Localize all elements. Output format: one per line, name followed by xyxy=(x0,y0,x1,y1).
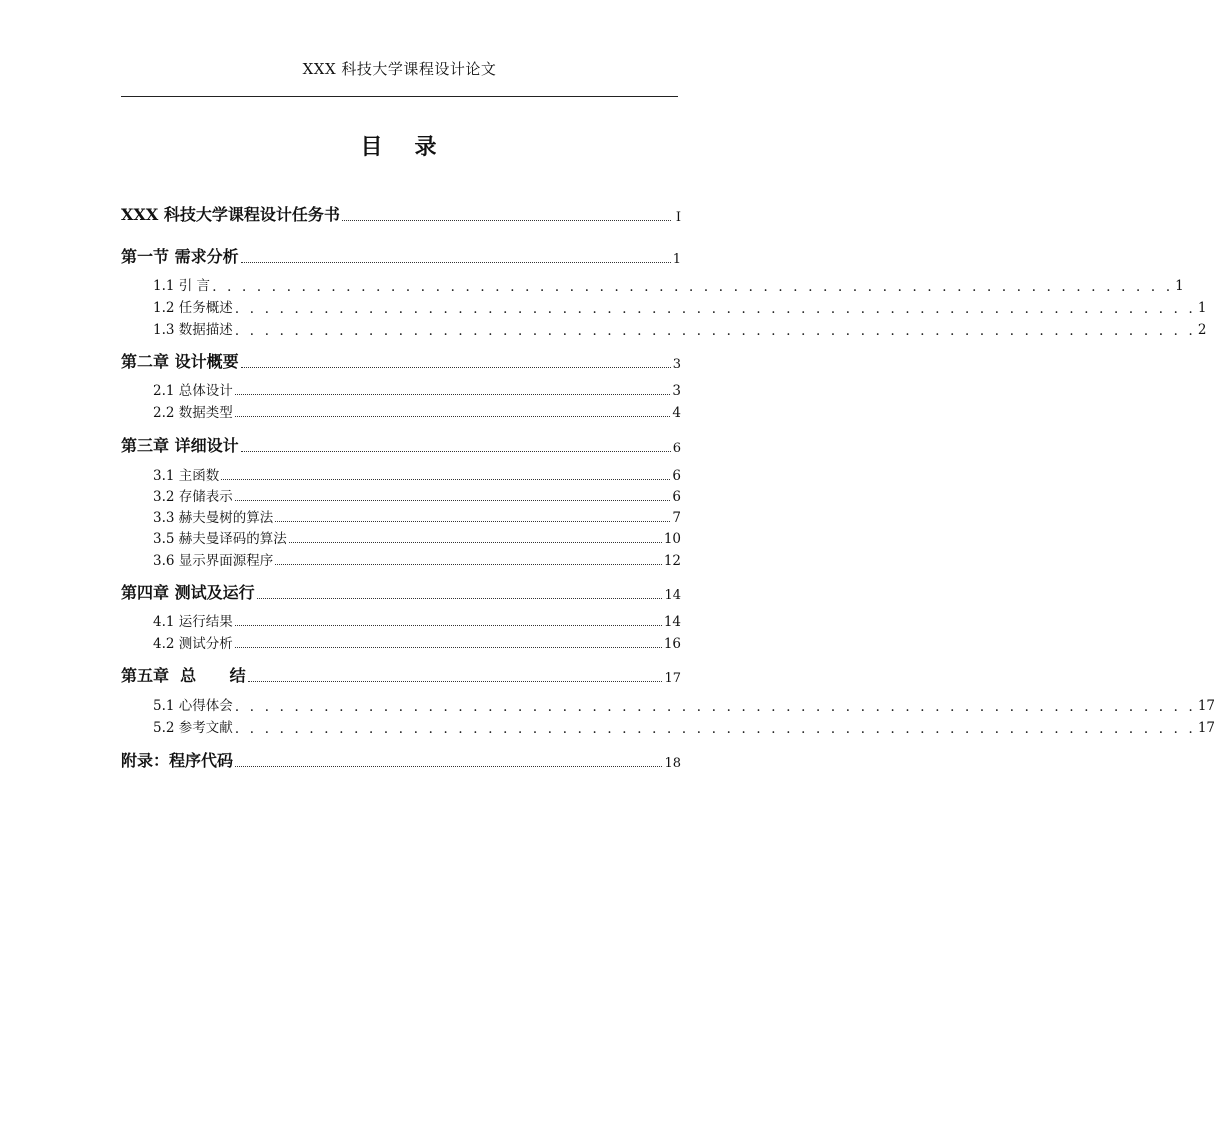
toc-title-part2: 录 xyxy=(414,134,439,160)
toc-entry-label: 第三章 详细设计 xyxy=(121,436,239,455)
toc-entry-label: 5.1 心得体会 xyxy=(153,698,233,714)
dot-leader xyxy=(235,416,671,417)
toc-entry-label: 第五章 总 结 xyxy=(121,666,246,685)
toc-entry-section-3-6[interactable] xyxy=(153,551,681,569)
toc-entry-page: 14 xyxy=(663,614,681,630)
toc-entry-section-1-3[interactable] xyxy=(153,320,1207,339)
toc-entry-page: 16 xyxy=(663,636,681,652)
toc-entry-page: 18 xyxy=(664,756,681,771)
toc-entry-page: 3 xyxy=(672,357,681,372)
toc-entry-section-3-3[interactable] xyxy=(153,508,681,526)
toc-entry-section-5-1[interactable] xyxy=(153,696,1215,715)
dot-leader: . . . . . . . . . . . . . . . . . . . . . . . . . . . . . . . . . . . . . . . . . . . . . . . . . . . . . . . . . . . . . . . . . xyxy=(234,301,1196,317)
toc-entry-page: 17 xyxy=(1197,698,1215,714)
toc-entry-label: 3.6 显示界面源程序 xyxy=(153,553,274,569)
dot-leader xyxy=(342,220,671,221)
toc-entry-page: I xyxy=(675,210,681,225)
toc-entry-label: 3.2 存储表示 xyxy=(153,489,233,505)
toc-entry-section-4-1[interactable] xyxy=(153,612,681,630)
header-rule xyxy=(121,96,678,97)
toc-entry-section-2-2[interactable] xyxy=(153,403,681,421)
toc-entry-label: 4.2 测试分析 xyxy=(153,636,233,652)
toc-entry-label: 1.3 数据描述 xyxy=(153,322,233,338)
toc-entry-chapter-5[interactable] xyxy=(121,664,681,686)
toc-entry-section-2-1[interactable] xyxy=(153,381,681,399)
toc-entry-page: 1 xyxy=(672,252,681,267)
toc-entry-appendix[interactable] xyxy=(121,749,681,771)
toc-entry-section-3-2[interactable] xyxy=(153,487,681,505)
toc-entry-chapter-3[interactable] xyxy=(121,434,681,456)
dot-leader: . . . . . . . . . . . . . . . . . . . . . . . . . . . . . . . . . . . . . . . . . . . . . . . . . . . . . . . . . . . . . . . . . xyxy=(234,323,1196,339)
toc-entry-chapter-1[interactable] xyxy=(121,245,681,267)
dot-leader xyxy=(235,647,662,648)
dot-leader xyxy=(241,367,671,368)
dot-leader xyxy=(275,564,662,565)
toc-entry-label: 4.1 运行结果 xyxy=(153,614,233,630)
toc-entry-section-5-2[interactable] xyxy=(153,718,1215,737)
toc-entry-label: 2.2 数据类型 xyxy=(153,405,233,421)
toc-entry-section-1-2[interactable] xyxy=(153,298,1207,317)
toc-entry-page: 17 xyxy=(664,671,681,686)
toc-entry-label: 3.3 赫夫曼树的算法 xyxy=(153,510,274,526)
toc-entry-label: 1.1 引 言 xyxy=(153,278,211,294)
toc-entry-section-3-5[interactable] xyxy=(153,529,681,547)
dot-leader xyxy=(257,598,663,599)
toc-entry-page: 6 xyxy=(672,468,681,484)
toc-title xyxy=(121,130,678,161)
dot-leader xyxy=(241,262,671,263)
toc-entry-page: 1 xyxy=(1197,300,1207,316)
toc-entry-page: 1 xyxy=(1175,278,1184,294)
dot-leader xyxy=(248,681,663,682)
dot-leader xyxy=(235,766,662,767)
toc-entry-page: 14 xyxy=(664,588,681,603)
dot-leader: . . . . . . . . . . . . . . . . . . . . . . . . . . . . . . . . . . . . . . . . . . . . . . . . . . . . . . . . . . . . . . . . . xyxy=(234,699,1196,715)
toc-entry-label: 第四章 测试及运行 xyxy=(121,583,255,602)
dot-leader: . . . . . . . . . . . . . . . . . . . . . . . . . . . . . . . . . . . . . . . . . . . . . . . . . . . . . . . . . . . . . . . . . xyxy=(234,721,1196,737)
dot-leader xyxy=(235,394,671,395)
toc-entry-section-3-1[interactable] xyxy=(153,466,681,484)
running-header: XXX 科技大学课程设计论文 xyxy=(302,60,497,78)
dot-leader xyxy=(221,479,670,480)
toc-entry-page: 2 xyxy=(1197,322,1207,338)
toc-entry-task-book[interactable] xyxy=(121,203,681,225)
toc-entry-page: 17 xyxy=(1197,720,1215,736)
dot-leader xyxy=(235,500,671,501)
toc-entry-page: 6 xyxy=(672,441,681,456)
dot-leader xyxy=(235,625,662,626)
toc-entry-chapter-4[interactable] xyxy=(121,581,681,603)
toc-entry-page: 3 xyxy=(672,383,681,399)
toc-entry-label: 附录：程序代码 xyxy=(121,751,234,770)
toc-entry-chapter-2[interactable] xyxy=(121,350,681,372)
toc-title-part1: 目 xyxy=(360,134,385,160)
dot-leader xyxy=(275,521,670,522)
toc-entry-page: 4 xyxy=(672,405,681,421)
toc-entry-label: 3.5 赫夫曼译码的算法 xyxy=(153,531,287,547)
toc-entry-label: 2.1 总体设计 xyxy=(153,383,233,399)
toc-entry-label: XXX 科技大学课程设计任务书 xyxy=(121,205,340,224)
toc-entry-label: 1.2 任务概述 xyxy=(153,300,233,316)
toc-entry-page: 12 xyxy=(663,553,681,569)
toc-entry-section-4-2[interactable] xyxy=(153,634,681,652)
toc-entry-label: 第一节 需求分析 xyxy=(121,247,239,266)
toc-entry-section-1-1[interactable] xyxy=(153,276,1184,295)
toc-entry-label: 5.2 参考文献 xyxy=(153,720,233,736)
dot-leader: . . . . . . . . . . . . . . . . . . . . . . . . . . . . . . . . . . . . . . . . . . . . . . . . . . . . . . . . . . . . . . . . . xyxy=(212,279,1174,295)
dot-leader xyxy=(241,451,671,452)
toc-entry-page: 10 xyxy=(663,531,681,547)
toc-entry-label: 3.1 主函数 xyxy=(153,468,220,484)
dot-leader xyxy=(289,542,662,543)
toc-entry-page: 7 xyxy=(672,510,681,526)
toc-entry-page: 6 xyxy=(672,489,681,505)
toc-entry-label: 第二章 设计概要 xyxy=(121,352,239,371)
